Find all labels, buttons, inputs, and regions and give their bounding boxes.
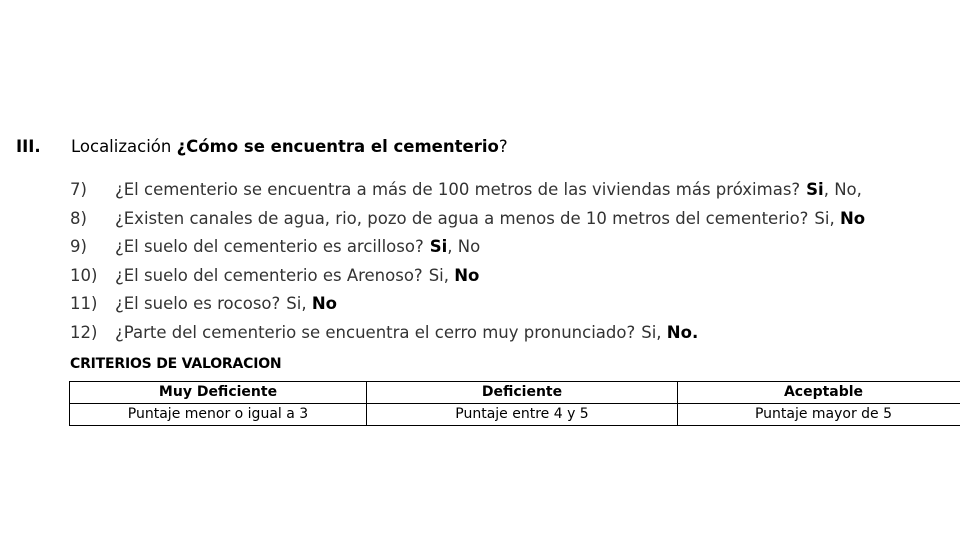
- question-answer: Si, No: [286, 294, 337, 313]
- question-number: 11): [70, 294, 98, 313]
- question-text: ¿Parte del cementerio se encuentra el cerro muy pronunciado?: [115, 322, 636, 342]
- section-title: [71, 137, 508, 156]
- question-number: 8): [70, 208, 87, 228]
- question-answer: Si, No: [428, 265, 480, 285]
- question-item-11: [70, 290, 960, 319]
- header-deficiente: Deficiente: [367, 382, 678, 404]
- cell-aceptable: Puntaje mayor de 5: [678, 404, 960, 426]
- table-row: [70, 404, 960, 426]
- question-text: ¿El cementerio se encuentra a más de 100 metros de las viviendas más próximas?: [115, 180, 801, 199]
- question-number: 9): [70, 237, 87, 256]
- question-item-10: [70, 262, 960, 291]
- question-answer: Si, No.: [641, 322, 699, 342]
- question-number: 7): [70, 180, 87, 199]
- section-title-plain: Localización: [71, 137, 177, 156]
- question-text: ¿El suelo del cementerio es arcilloso?: [115, 237, 424, 256]
- question-answer: Si, No,: [806, 180, 862, 199]
- question-answer: Si, No: [429, 237, 481, 256]
- question-text: ¿El suelo del cementerio es Arenoso?: [115, 265, 423, 285]
- cell-muy-deficiente: Puntaje menor o igual a 3: [70, 404, 367, 426]
- question-number: 10): [70, 265, 98, 285]
- question-item-9: [70, 233, 960, 262]
- header-aceptable: Aceptable: [678, 382, 960, 404]
- criteria-table: [69, 381, 960, 426]
- question-item-8: [70, 205, 960, 234]
- criteria-title: CRITERIOS DE VALORACION: [70, 356, 282, 372]
- question-answer: Si, No: [814, 208, 866, 228]
- question-number: 12): [70, 322, 98, 342]
- question-list: [70, 176, 960, 347]
- question-item-7: [70, 176, 960, 205]
- header-muy-deficiente: Muy Deficiente: [70, 382, 367, 404]
- section-title-bold: ¿Cómo se encuentra el cementerio: [176, 137, 499, 156]
- section-number: III.: [16, 137, 41, 156]
- table-header-row: [70, 382, 960, 404]
- question-text: ¿El suelo es rocoso?: [115, 294, 281, 313]
- section-title-end: ?: [498, 137, 508, 156]
- cell-deficiente: Puntaje entre 4 y 5: [367, 404, 678, 426]
- question-text: ¿Existen canales de agua, rio, pozo de agua a menos de 10 metros del cementerio?: [115, 208, 809, 228]
- question-item-12: [70, 319, 960, 348]
